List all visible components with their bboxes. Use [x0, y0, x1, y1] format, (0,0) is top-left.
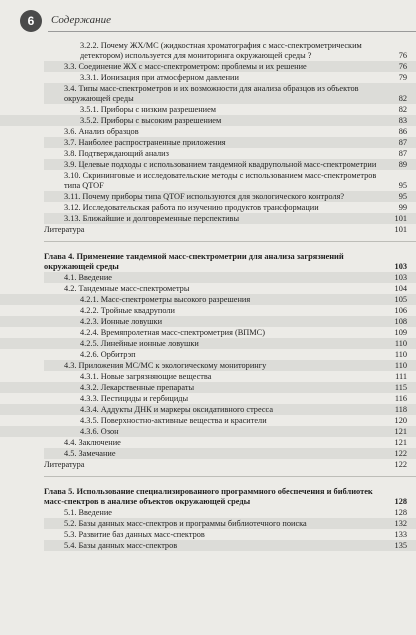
toc-entry-page: 87	[398, 149, 407, 158]
chapter-4-title: Глава 4. Применение тандемной масс-спектрометрии для анализа загрязнений окружающей среды	[44, 252, 344, 271]
toc-entry-page: 121	[394, 438, 407, 447]
chapter-5-title: Глава 5. Использование специализированного программного обеспечения и библиотек масс-спектров в анализе объектов окружающей среды	[44, 487, 373, 506]
toc-entry-page: 122	[394, 449, 407, 458]
toc-entry[interactable]	[44, 191, 416, 202]
page-number-badge: 6	[20, 10, 42, 32]
chapter-5-heading[interactable]	[0, 487, 416, 507]
toc-entry-title: 3.4. Типы масс-спектрометров и их возможности для анализа образцов из объектов окружающей среды	[64, 83, 359, 103]
header-rule	[48, 31, 416, 32]
toc-entry-page: 87	[398, 138, 407, 147]
toc-entry[interactable]	[44, 540, 416, 551]
toc-entry[interactable]	[0, 148, 416, 159]
chapter-4-heading[interactable]	[0, 252, 416, 272]
toc-entry-title: 3.2.2. Почему ЖХ/МС (жидкостная хроматография с масс-спектрометрическим детектором) используется для мониторинга окружающей среды ?	[80, 40, 362, 60]
toc-entry-title: 4.2. Тандемные масс-спектрометры	[64, 283, 190, 293]
toc-entry[interactable]	[0, 327, 416, 338]
toc-entry[interactable]	[44, 61, 416, 72]
toc-entry-title: 3.3.1. Ионизация при атмосферном давлении	[80, 72, 239, 82]
toc-entry-title: 4.2.3. Ионные ловушки	[80, 316, 163, 326]
toc-entry-title: 5.1. Введение	[64, 507, 112, 517]
toc-entry-title: 3.8. Подтверждающий анализ	[64, 148, 169, 158]
toc-entry-title: 3.9. Целевые подходы с использованием тандемной квадрупольной масс-спектрометрии	[64, 159, 377, 169]
toc-entry-page: 110	[394, 339, 407, 348]
toc-entry-title: 4.2.2. Тройные квадруполи	[80, 305, 175, 315]
toc-section-chapter3	[0, 40, 416, 235]
separator	[44, 476, 416, 477]
toc-entry-title: 4.3.3. Пестициды и гербициды	[80, 393, 189, 403]
toc-entry-page: 116	[394, 394, 407, 403]
toc-entry[interactable]	[0, 40, 416, 61]
toc-entry[interactable]	[0, 338, 416, 349]
chapter-5-page: 128	[394, 497, 407, 506]
toc-entry-title: 4.3. Приложения МС/МС к экологическому мониторингу	[64, 360, 267, 370]
table-of-contents	[0, 40, 416, 551]
toc-entry-title: 4.4. Заключение	[64, 437, 121, 447]
toc-entry-title: 4.3.1. Новые загрязняющие вещества	[80, 371, 212, 381]
toc-entry-title: 3.3. Соединение ЖХ с масс-спектрометром: проблемы и их решение	[64, 61, 307, 71]
toc-entry-page: 118	[394, 405, 407, 414]
toc-entry-title: 4.2.5. Линейные ионные ловушки	[80, 338, 199, 348]
toc-section-chapter5	[0, 507, 416, 551]
toc-entry[interactable]	[0, 404, 416, 415]
toc-entry[interactable]	[0, 283, 416, 294]
toc-entry-page: 115	[394, 383, 407, 392]
toc-entry[interactable]	[44, 272, 416, 283]
toc-entry-title: 3.11. Почему приборы типа QTOF используются для экологического контроля?	[64, 191, 345, 201]
toc-entry-page: 111	[395, 372, 407, 381]
toc-entry-title: 3.5.1. Приборы с низким разрешением	[80, 104, 217, 114]
toc-entry-page: 101	[394, 214, 407, 223]
toc-entry-title: 4.2.6. Орбитрэп	[80, 349, 136, 359]
toc-entry[interactable]	[0, 426, 416, 437]
toc-entry-page: 95	[398, 192, 407, 201]
toc-entry-title: 3.10. Скрининговые и исследовательские методы с использованием масс-спектрометров типа QTOF	[64, 170, 377, 190]
toc-entry[interactable]	[0, 393, 416, 404]
toc-entry-title: 3.5.2. Приборы с высоким разрешением	[80, 115, 222, 125]
toc-entry-page: 128	[394, 508, 407, 517]
toc-entry-page: 120	[394, 416, 407, 425]
toc-entry-page: 135	[394, 541, 407, 550]
toc-entry[interactable]	[0, 115, 416, 126]
toc-entry[interactable]	[44, 83, 416, 104]
toc-entry-page: 76	[398, 62, 407, 71]
toc-entry-page: 82	[398, 105, 407, 114]
toc-entry-page: 133	[394, 530, 407, 539]
toc-entry-page: 105	[394, 295, 407, 304]
toc-entry[interactable]	[44, 159, 416, 170]
toc-entry[interactable]	[0, 529, 416, 540]
toc-entry[interactable]	[44, 518, 416, 529]
toc-entry-page: 108	[394, 317, 407, 326]
toc-entry-page: 76	[398, 51, 407, 60]
toc-entry-page: 132	[394, 519, 407, 528]
toc-entry-page: 86	[398, 127, 407, 136]
toc-entry-page: 106	[394, 306, 407, 315]
chapter-4-page: 103	[394, 262, 407, 271]
toc-entry[interactable]	[44, 360, 416, 371]
toc-entry-page: 110	[394, 361, 407, 370]
toc-entry-page: 79	[398, 73, 407, 82]
toc-entry-title: 3.6. Анализ образцов	[64, 126, 139, 136]
toc-entry-page: 82	[398, 94, 407, 103]
toc-entry[interactable]	[0, 224, 416, 235]
toc-entry-title: 5.3. Развитие баз данных масс-спектров	[64, 529, 205, 539]
toc-entry[interactable]	[44, 448, 416, 459]
toc-entry[interactable]	[0, 72, 416, 83]
toc-entry-page: 89	[398, 160, 407, 169]
toc-entry-page: 101	[394, 225, 407, 234]
toc-entry-title: 3.13. Ближайшие и долговременные перспективы	[64, 213, 240, 223]
toc-entry-page: 95	[398, 181, 407, 190]
toc-entry-page: 104	[394, 284, 407, 293]
toc-entry-title: 4.1. Введение	[64, 272, 112, 282]
toc-entry[interactable]	[0, 104, 416, 115]
toc-entry-page: 121	[394, 427, 407, 436]
toc-entry-page: 103	[394, 273, 407, 282]
toc-entry-title: 3.7. Наиболее распространенные приложения	[64, 137, 226, 147]
toc-entry[interactable]	[44, 213, 416, 224]
toc-entry[interactable]	[0, 507, 416, 518]
toc-entry-title: 3.12. Исследовательская работа по изучению продуктов трансформации	[64, 202, 319, 212]
toc-entry[interactable]	[0, 459, 416, 470]
toc-entry[interactable]	[0, 415, 416, 426]
toc-entry[interactable]	[0, 437, 416, 448]
toc-entry[interactable]	[0, 170, 416, 191]
toc-entry-page: 99	[398, 203, 407, 212]
toc-entry-title: 4.3.5. Поверхностно-активные вещества и красители	[80, 415, 267, 425]
toc-entry[interactable]	[0, 126, 416, 137]
toc-section-chapter4	[0, 272, 416, 470]
toc-entry[interactable]	[0, 349, 416, 360]
toc-entry[interactable]	[0, 305, 416, 316]
toc-entry[interactable]	[0, 316, 416, 327]
toc-entry-page: 109	[394, 328, 407, 337]
toc-entry-title: 4.2.1. Масс-спектрометры высокого разрешения	[80, 294, 251, 304]
toc-entry[interactable]	[0, 371, 416, 382]
toc-entry-page: 83	[398, 116, 407, 125]
toc-entry-title: 4.3.4. Аддукты ДНК и маркеры оксидативного стресса	[80, 404, 273, 414]
toc-entry[interactable]	[0, 202, 416, 213]
running-title: Содержание	[51, 14, 112, 26]
toc-entry-title: Литература	[44, 224, 85, 234]
toc-entry[interactable]	[44, 137, 416, 148]
toc-entry-title: Литература	[44, 459, 85, 469]
toc-entry-title: 4.3.6. Озон	[80, 426, 119, 436]
toc-entry-title: 4.3.2. Лекарственные препараты	[80, 382, 195, 392]
toc-entry-title: 5.4. Базы данных масс-спектров	[64, 540, 178, 550]
toc-entry[interactable]	[0, 294, 416, 305]
toc-entry-title: 4.5. Замечание	[64, 448, 116, 458]
toc-entry-page: 122	[394, 460, 407, 469]
toc-entry[interactable]	[0, 382, 416, 393]
toc-entry-page: 110	[394, 350, 407, 359]
separator	[44, 241, 416, 242]
toc-entry-title: 4.2.4. Времяпролетная масс-спектрометрия (ВПМС)	[80, 327, 265, 337]
toc-entry-title: 5.2. Базы данных масс-спектров и программы библиотечного поиска	[64, 518, 307, 528]
